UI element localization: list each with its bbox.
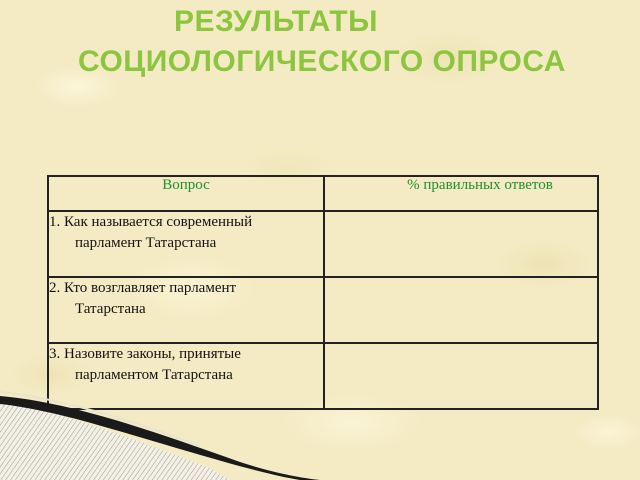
column-header-question: Вопрос: [48, 176, 324, 211]
survey-results-table: [47, 175, 599, 410]
percent-cell[interactable]: [324, 211, 598, 277]
column-header-percent-label: % правильных ответов: [407, 177, 553, 193]
decorative-swoosh: [0, 390, 640, 480]
question-text-continued: парламент Татарстана: [75, 235, 217, 251]
question-text: 2. Кто возглавляет парламент: [49, 280, 237, 296]
percent-cell[interactable]: [324, 277, 598, 343]
table-header-row: [48, 176, 598, 211]
table-row: [48, 277, 598, 343]
question-text-continued: Татарстана: [75, 301, 146, 317]
slide-title-line-2: СОЦИОЛОГИЧЕСКОГО ОПРОСА: [78, 45, 566, 78]
question-text-continued: парламентом Татарстана: [75, 367, 233, 383]
swoosh-hatched-band: [0, 402, 230, 480]
column-header-percent: [324, 176, 598, 211]
question-cell: [48, 211, 324, 277]
question-text: 3. Назовите законы, принятые: [49, 346, 241, 362]
table-row: [48, 211, 598, 277]
slide-title-line-1: РЕЗУЛЬТАТЫ: [173, 5, 379, 38]
question-cell: [48, 277, 324, 343]
question-text: 1. Как называется современный: [49, 214, 253, 230]
